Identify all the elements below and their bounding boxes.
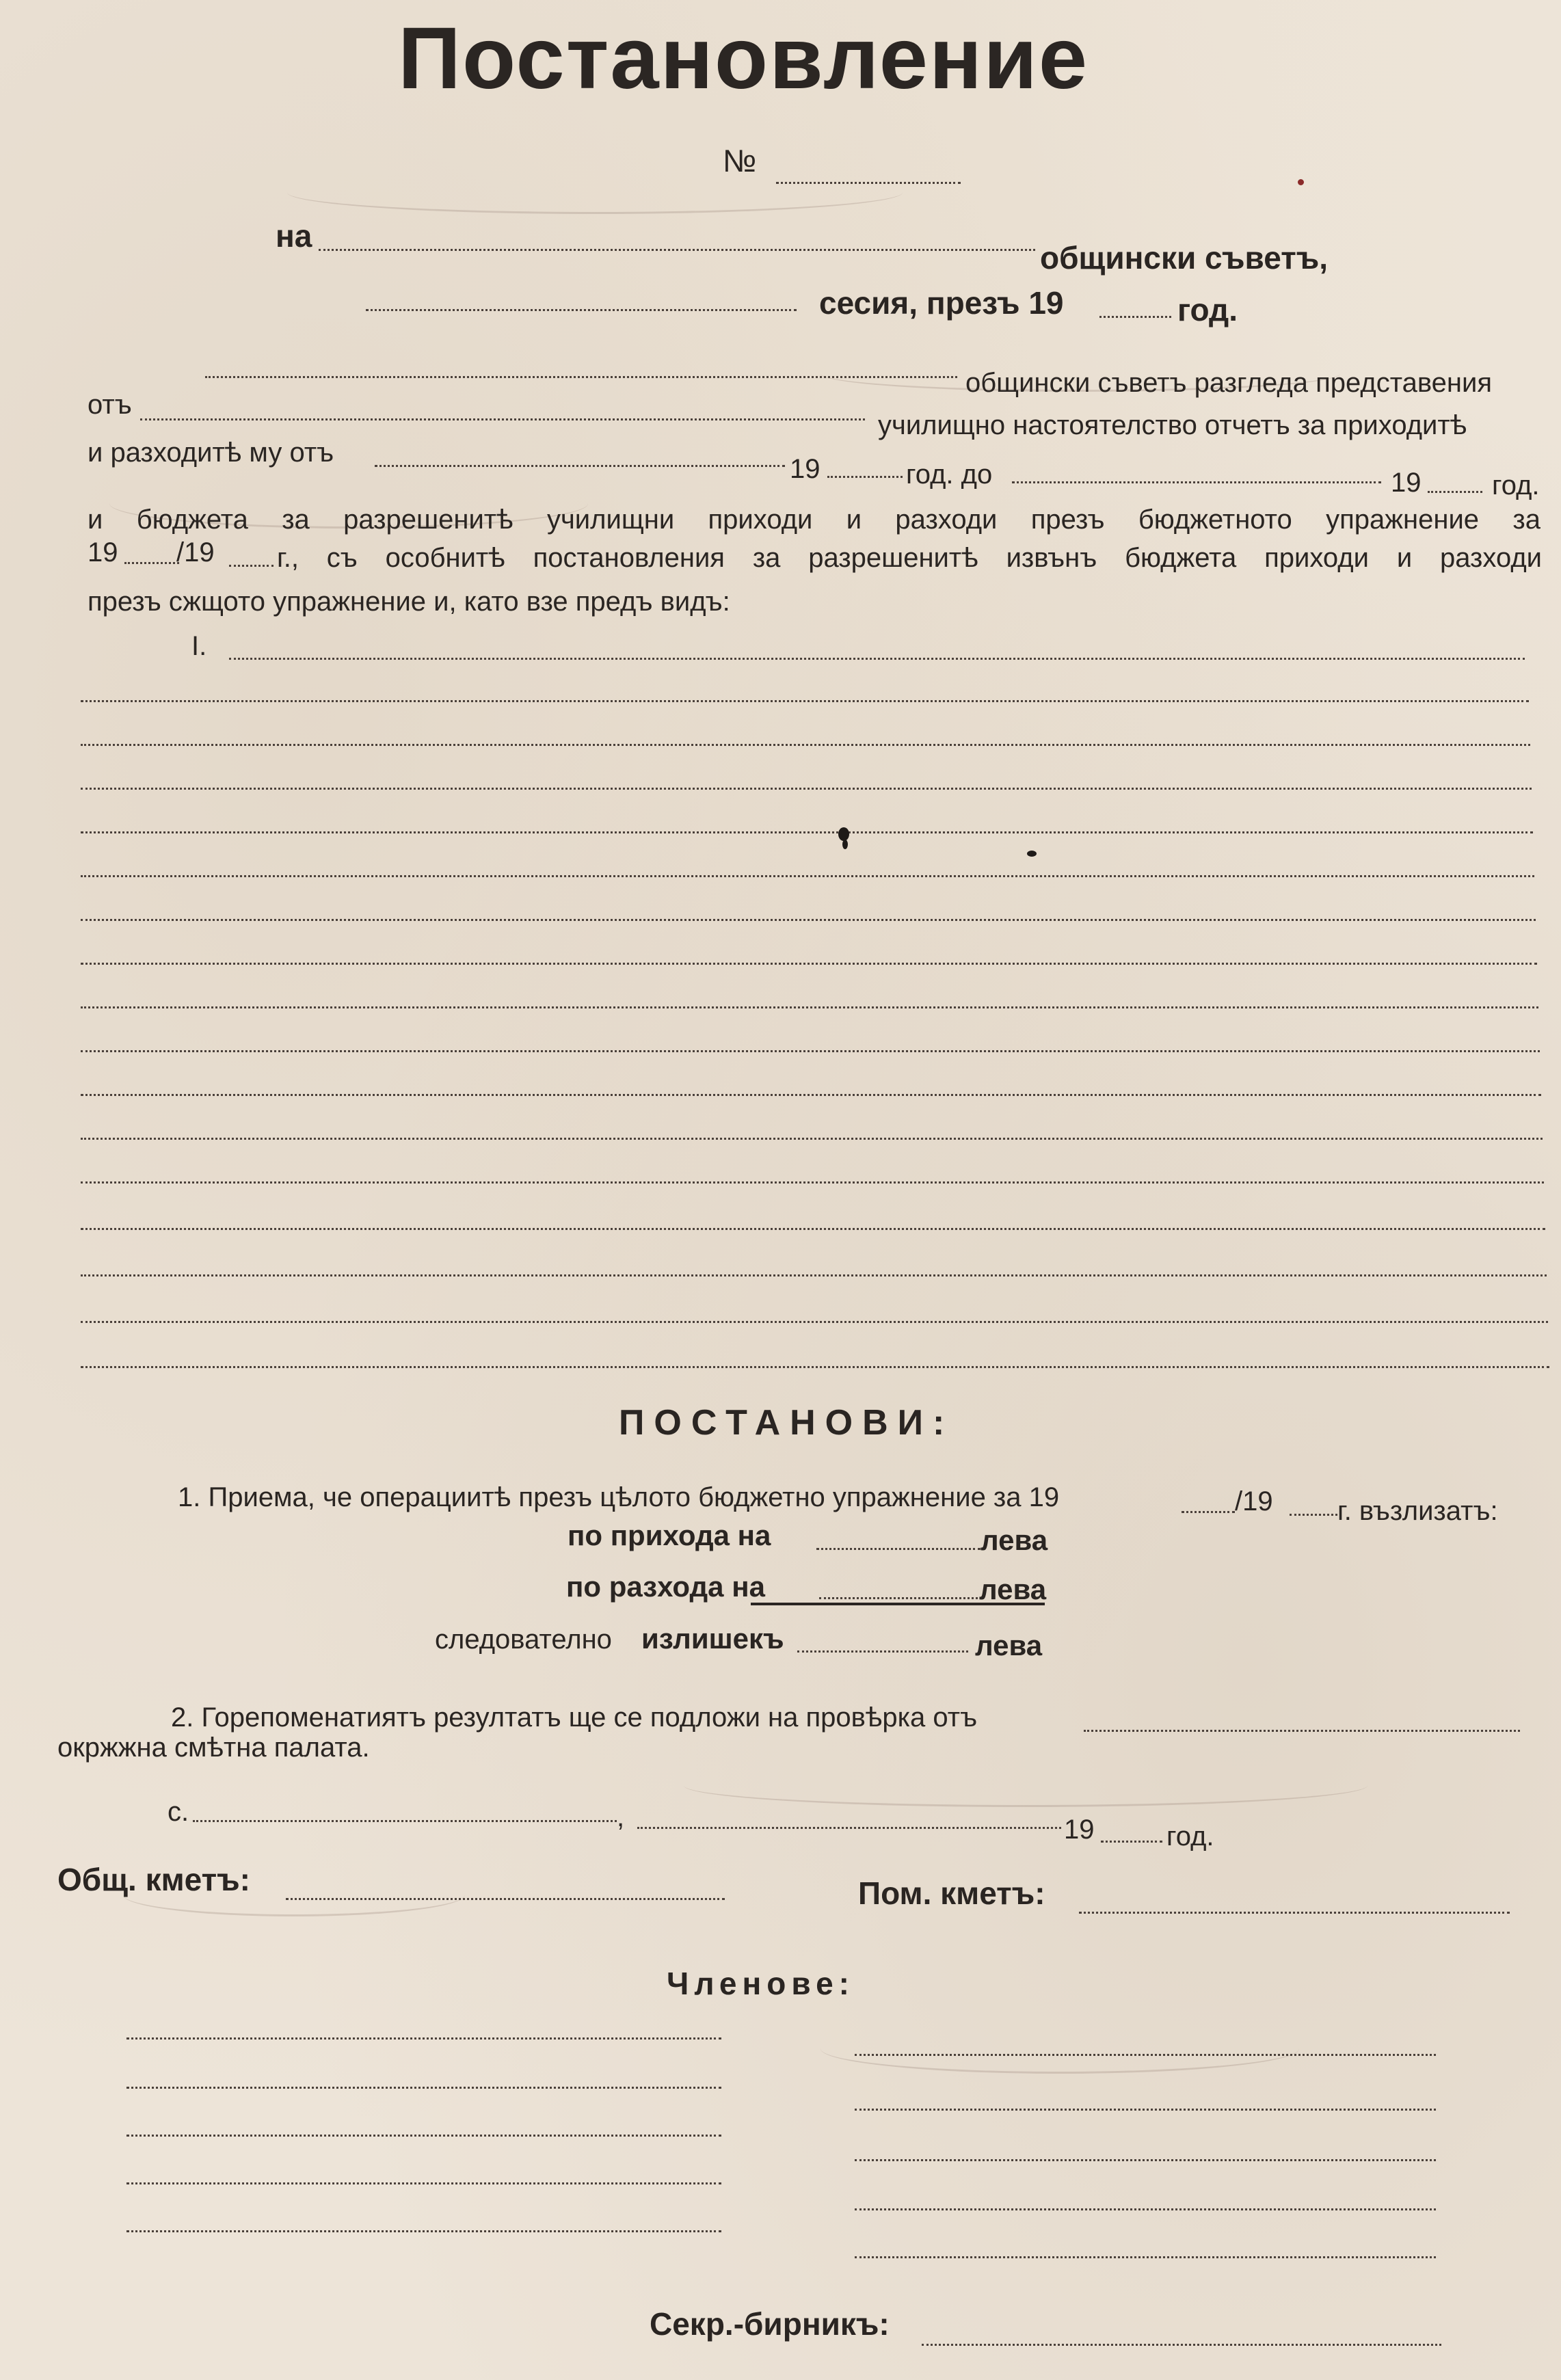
member-line-r4 xyxy=(855,2208,1436,2210)
surplus-fill xyxy=(797,1650,968,1653)
res2-line2: окржжна смѣтна палата. xyxy=(57,1733,370,1763)
fill-line-7 xyxy=(81,919,1536,921)
para-line-3-year-b xyxy=(1428,491,1482,493)
council-name-line xyxy=(319,249,1035,251)
number-label: № xyxy=(723,143,757,178)
member-line-r1 xyxy=(855,2054,1436,2056)
para-line-3-do: год. до xyxy=(906,459,993,490)
ink-speck xyxy=(838,827,849,841)
para-line-2-text: училищно настоятелство отчетъ за приходитѣ xyxy=(878,410,1467,440)
number-fill-line xyxy=(776,182,961,184)
income-fill xyxy=(816,1548,980,1550)
para-line-3-god: год. xyxy=(1492,470,1540,500)
surplus-prefix: следователно xyxy=(435,1624,612,1655)
fill-line-4 xyxy=(81,788,1532,790)
member-line-l4 xyxy=(126,2182,721,2184)
fill-line-2 xyxy=(81,700,1529,702)
res2-fill xyxy=(1084,1730,1520,1732)
para-line-3-19b: 19 xyxy=(1391,468,1422,498)
date-fill xyxy=(637,1827,1061,1829)
member-line-l2 xyxy=(126,2087,721,2089)
income-currency: лева xyxy=(980,1524,1048,1556)
fill-line-1 xyxy=(229,658,1525,660)
fill-line-17 xyxy=(81,1366,1549,1368)
session-label: сесия, презъ 19 xyxy=(819,285,1064,321)
para-line-2-fill xyxy=(140,418,865,420)
ink-speck xyxy=(842,840,848,849)
para-line-3-fill-b xyxy=(1012,481,1381,483)
secretary-label: Секр.-бирникъ: xyxy=(650,2306,890,2342)
session-god: год. xyxy=(1177,292,1238,327)
res1-suffix: г. възлизатъ: xyxy=(1337,1496,1498,1526)
deputy-label: Пом. кметъ: xyxy=(858,1875,1045,1911)
income-label: по прихода на xyxy=(568,1519,771,1551)
date-19: 19 xyxy=(1064,1815,1095,1845)
para-line-4: и бюджета за разрешенитѣ училищни приходи и разходи презъ бюджетното упражнение за xyxy=(88,505,1540,535)
fill-line-12 xyxy=(81,1138,1543,1140)
fill-line-15 xyxy=(81,1274,1547,1276)
para-line-5-year-b xyxy=(229,565,273,567)
fill-line-13 xyxy=(81,1181,1544,1184)
member-line-r3 xyxy=(855,2159,1436,2161)
expense-currency: лева xyxy=(979,1573,1047,1605)
fill-line-3 xyxy=(81,744,1530,746)
para-line-5-slash19: /19 xyxy=(176,537,215,567)
place-comma: , xyxy=(617,1802,625,1832)
para-line-5-year-a xyxy=(124,562,179,564)
mayor-label: Общ. кметъ: xyxy=(57,1862,250,1897)
res1-slash19: /19 xyxy=(1235,1486,1273,1516)
para-line-3-fill-a xyxy=(375,465,785,467)
fill-line-9 xyxy=(81,1006,1538,1008)
resolved-heading: ПОСТАНОВИ: xyxy=(619,1403,955,1443)
council-suffix: общински съветъ, xyxy=(1040,240,1329,276)
date-god: год. xyxy=(1166,1821,1214,1851)
member-line-l1 xyxy=(126,2037,721,2040)
para-line-1-fill xyxy=(205,376,957,378)
bleed-through-mark xyxy=(684,1764,1367,1807)
para-line-1-text: общински съветъ разгледа представения xyxy=(965,368,1492,398)
deputy-signature-line xyxy=(1079,1912,1510,1914)
para-line-6: презъ сжщото упражнение и, като взе предъ видъ: xyxy=(88,587,730,617)
surplus-label: излишекъ xyxy=(641,1622,784,1655)
res1-prefix: 1. Приема, че операциитѣ презъ цѣлото бюджетно упражнение за 19 xyxy=(178,1482,1060,1512)
para-line-3-year-a xyxy=(827,476,903,478)
fill-line-14 xyxy=(81,1228,1545,1230)
place-fill xyxy=(193,1820,617,1822)
fill-line-6 xyxy=(81,875,1534,877)
member-line-r5 xyxy=(855,2256,1436,2258)
mayor-signature-line xyxy=(286,1898,725,1900)
para-line-3-prefix: и разходитѣ му отъ xyxy=(88,438,334,468)
ink-speck xyxy=(1027,851,1037,857)
fill-line-16 xyxy=(81,1321,1548,1323)
members-heading: Членове: xyxy=(667,1966,855,2001)
para-line-2-prefix: отъ xyxy=(88,390,132,420)
res2-line1: 2. Горепоменатиятъ резултатъ ще се подложи на провѣрка отъ xyxy=(171,1702,978,1733)
para-line-5-19: 19 xyxy=(88,537,118,567)
fill-line-10 xyxy=(81,1050,1540,1052)
document-title: Постановление xyxy=(398,10,1089,107)
place-prefix: с. xyxy=(168,1797,189,1827)
session-line xyxy=(366,309,797,311)
res1-year-a xyxy=(1182,1511,1235,1513)
bleed-through-mark xyxy=(287,171,903,214)
para-line-3-19: 19 xyxy=(790,454,820,484)
secretary-signature-line xyxy=(922,2344,1441,2346)
expense-fill xyxy=(819,1597,982,1599)
res1-year-b xyxy=(1290,1514,1337,1516)
bleed-through-mark xyxy=(820,2024,1299,2074)
ink-speck xyxy=(1298,179,1304,185)
para-line-5-text: г., съ особнитѣ постановления за разрешенитѣ извънъ бюджета приходи и разходи xyxy=(277,543,1542,573)
council-prefix: на xyxy=(276,218,312,254)
member-line-r2 xyxy=(855,2109,1436,2111)
session-year-line xyxy=(1099,316,1171,318)
item-roman-1: I. xyxy=(191,631,207,661)
fill-line-8 xyxy=(81,963,1537,965)
member-line-l5 xyxy=(126,2230,721,2232)
expense-label: по разхода на xyxy=(566,1570,765,1603)
fill-line-11 xyxy=(81,1094,1541,1096)
date-year-fill xyxy=(1101,1841,1162,1843)
member-line-l3 xyxy=(126,2135,721,2137)
fill-line-5 xyxy=(81,831,1533,833)
surplus-currency: лева xyxy=(975,1629,1043,1661)
